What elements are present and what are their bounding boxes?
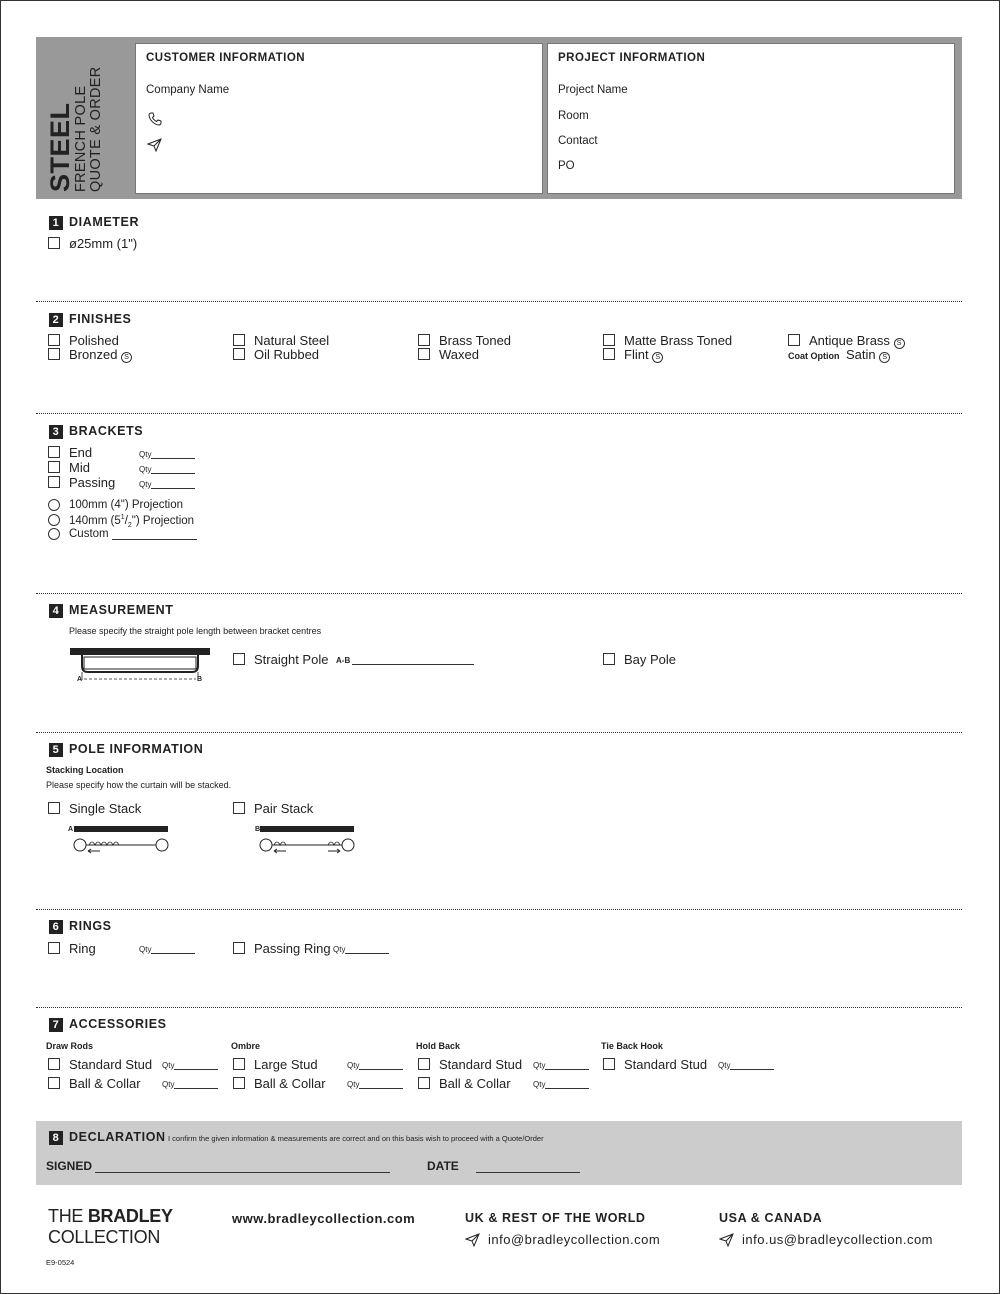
finish-oil-rubbed-label: Oil Rubbed: [254, 347, 320, 362]
finish-brass-toned-checkbox[interactable]: [418, 334, 430, 346]
finish-satin-label[interactable]: Satin S: [846, 347, 890, 363]
project-name-field[interactable]: Project Name: [558, 84, 628, 96]
straight-pole-diagram: [70, 648, 210, 686]
ring-checkbox[interactable]: [48, 942, 60, 954]
logo-the: THE: [48, 1206, 84, 1226]
section-number: 2: [49, 313, 63, 327]
finish-flint-label: Flint S: [624, 347, 663, 363]
finish-antique-brass-checkbox[interactable]: [788, 334, 800, 346]
declaration-band: [36, 1121, 962, 1185]
ring-qty[interactable]: Qty: [139, 945, 195, 954]
tie-back-hook-title: Tie Back Hook: [601, 1041, 663, 1051]
projection-100mm-radio[interactable]: [48, 499, 60, 511]
single-stack-label: Single Stack: [69, 801, 142, 816]
divider: [36, 909, 962, 910]
divider: [36, 413, 962, 414]
us-email-link[interactable]: info.us@bradleycollection.com: [742, 1232, 934, 1247]
section-number: 3: [49, 425, 63, 439]
pair-stack-checkbox[interactable]: [233, 802, 245, 814]
measurement-note: Please specify the straight pole length between bracket centres: [69, 626, 322, 636]
coat-option-label: Coat Option: [788, 351, 840, 361]
hold-back-ball-collar-label: Ball & Collar: [439, 1076, 511, 1091]
draw-rods-ball-collar-qty[interactable]: Qty: [162, 1080, 218, 1089]
brackets-heading: [49, 424, 143, 439]
single-stack-diagram: [72, 826, 170, 854]
finish-natural-steel-label: Natural Steel: [254, 333, 330, 348]
finish-oil-rubbed-checkbox[interactable]: [233, 348, 245, 360]
send-icon: [465, 1233, 480, 1247]
passing-ring-checkbox[interactable]: [233, 942, 245, 954]
finish-bronzed-label: Bronzed S: [69, 347, 132, 363]
send-icon: [147, 138, 162, 152]
bracket-mid-label: Mid: [69, 460, 90, 475]
hold-back-ball-collar-qty[interactable]: Qty: [533, 1080, 589, 1089]
projection-140mm-label: 140mm $(5^1/_2")$ Projection: [69, 514, 195, 530]
bracket-passing-qty[interactable]: Qty: [139, 480, 195, 489]
projection-custom-radio[interactable]: [48, 528, 60, 540]
declaration-heading: [49, 1130, 166, 1145]
finish-polished-checkbox[interactable]: [48, 334, 60, 346]
finish-antique-brass-label: Antique Brass S: [809, 333, 905, 349]
ombre-large-stud-label: Large Stud: [254, 1057, 318, 1072]
divider: [36, 732, 962, 733]
section-title: FINISHES: [69, 312, 132, 326]
bracket-end-checkbox[interactable]: [48, 446, 60, 458]
us-title: USA & CANADA: [719, 1211, 823, 1225]
measurement-heading: [49, 603, 174, 618]
tie-back-standard-stud-qty[interactable]: Qty: [718, 1061, 774, 1070]
ombre-large-stud-checkbox[interactable]: [233, 1058, 245, 1070]
bracket-passing-label: Passing: [69, 475, 116, 490]
finish-natural-steel-checkbox[interactable]: [233, 334, 245, 346]
phone-icon: [148, 112, 162, 126]
company-name-field[interactable]: Company Name: [146, 84, 230, 96]
section-title: MEASUREMENT: [69, 603, 174, 617]
draw-rods-ball-collar-checkbox[interactable]: [48, 1077, 60, 1089]
company-logo: [48, 1206, 173, 1248]
form-code: E9-0524: [46, 1258, 75, 1267]
section-number: 6: [49, 920, 63, 934]
finishes-heading: [49, 312, 131, 327]
tie-back-standard-stud-checkbox[interactable]: [603, 1058, 615, 1070]
section-number: 4: [49, 604, 63, 618]
pair-stack-label: Pair Stack: [254, 801, 314, 816]
hold-back-title: Hold Back: [416, 1041, 461, 1051]
uk-email-link[interactable]: info@bradleycollection.com: [488, 1232, 661, 1247]
hold-back-standard-stud-checkbox[interactable]: [418, 1058, 430, 1070]
special-finish-icon: S: [121, 352, 132, 363]
send-icon: [719, 1233, 734, 1247]
draw-rods-standard-stud-qty[interactable]: Qty: [162, 1061, 218, 1070]
special-finish-icon: S: [894, 338, 905, 349]
straight-pole-label: Straight Pole: [254, 652, 329, 667]
special-finish-icon: S: [652, 352, 663, 363]
diameter-heading: [49, 215, 139, 230]
draw-rods-standard-stud-label: Standard Stud: [69, 1057, 153, 1072]
pair-stack-label-b: B: [255, 826, 261, 833]
draw-rods-ball-collar-label: Ball & Collar: [69, 1076, 141, 1091]
hold-back-standard-stud-qty[interactable]: Qty: [533, 1061, 589, 1070]
date-field[interactable]: DATE: [427, 1159, 580, 1173]
accessories-heading: [49, 1017, 167, 1032]
diagram-label-a: A: [77, 676, 83, 683]
finish-matte-brass-toned-label: Matte Brass Toned: [624, 333, 733, 348]
diameter-25mm-label: ø25mm (1"): [69, 236, 138, 251]
section-number: 5: [49, 743, 63, 757]
signed-field[interactable]: SIGNED: [46, 1159, 390, 1173]
logo-bradley: BRADLEY: [87, 1206, 173, 1226]
finish-matte-brass-toned-checkbox[interactable]: [603, 334, 615, 346]
single-stack-checkbox[interactable]: [48, 802, 60, 814]
declaration-text: I confirm the given information & measurements are correct and on this basis wish to proceed with a Quote/Order: [168, 1134, 544, 1143]
finish-brass-toned-label: Brass Toned: [439, 333, 512, 348]
project-info-title: PROJECT INFORMATION: [558, 52, 706, 64]
section-title: ACCESSORIES: [69, 1017, 167, 1031]
pair-stack-diagram: [258, 826, 356, 854]
ombre-title: Ombre: [231, 1041, 261, 1051]
projection-140mm-radio[interactable]: [48, 514, 60, 526]
draw-rods-standard-stud-checkbox[interactable]: [48, 1058, 60, 1070]
bracket-passing-checkbox[interactable]: [48, 476, 60, 488]
pole-info-heading: [49, 742, 203, 757]
draw-rods-title: Draw Rods: [46, 1041, 94, 1051]
tie-back-standard-stud-label: Standard Stud: [624, 1057, 708, 1072]
customer-info-box: [135, 43, 543, 194]
bracket-mid-qty[interactable]: Qty: [139, 465, 195, 474]
sidebar: [36, 37, 134, 199]
bracket-end-label: End: [69, 445, 93, 460]
material-title: STEEL: [45, 102, 75, 192]
ombre-ball-collar-checkbox[interactable]: [233, 1077, 245, 1089]
uk-title: UK & REST OF THE WORLD: [465, 1211, 646, 1225]
finish-waxed-checkbox[interactable]: [418, 348, 430, 360]
sidebar-title: [46, 66, 104, 192]
ombre-ball-collar-label: Ball & Collar: [254, 1076, 326, 1091]
ombre-ball-collar-qty[interactable]: Qty: [347, 1080, 403, 1089]
diagram-label-b: B: [197, 676, 203, 683]
po-field[interactable]: PO: [558, 160, 575, 172]
hold-back-standard-stud-label: Standard Stud: [439, 1057, 523, 1072]
divider: [36, 1007, 962, 1008]
section-title: DECLARATION: [69, 1130, 166, 1144]
finish-bronzed-checkbox[interactable]: [48, 348, 60, 360]
bracket-mid-checkbox[interactable]: [48, 461, 60, 473]
room-field[interactable]: Room: [558, 110, 589, 122]
section-title: POLE INFORMATION: [69, 742, 204, 756]
form-title: QUOTE & ORDER: [88, 66, 104, 192]
passing-ring-qty[interactable]: Qty: [333, 945, 389, 954]
section-title: DIAMETER: [69, 215, 140, 229]
logo-collection: COLLECTION: [48, 1227, 161, 1247]
product-title: FRENCH POLE: [73, 85, 89, 192]
straight-pole-checkbox[interactable]: [233, 653, 245, 665]
section-number: 8: [49, 1131, 63, 1145]
website-link[interactable]: www.bradleycollection.com: [232, 1211, 416, 1226]
single-stack-label-a: A: [68, 826, 74, 833]
bay-pole-checkbox[interactable]: [603, 653, 615, 665]
stacking-note: Please specify how the curtain will be stacked.: [46, 780, 232, 790]
section-title: RINGS: [69, 919, 112, 933]
finish-polished-label: Polished: [69, 333, 119, 348]
contact-field[interactable]: Contact: [558, 135, 598, 147]
project-info-box: [547, 43, 955, 194]
customer-info-title: CUSTOMER INFORMATION: [146, 52, 306, 64]
divider: [36, 301, 962, 302]
section-number: 1: [49, 216, 63, 230]
ring-label: Ring: [69, 941, 96, 956]
hold-back-ball-collar-checkbox[interactable]: [418, 1077, 430, 1089]
projection-100mm-label: 100mm (4") Projection: [69, 499, 184, 511]
divider: [36, 593, 962, 594]
section-number: 7: [49, 1018, 63, 1032]
rings-heading: [49, 919, 112, 934]
diameter-25mm-checkbox[interactable]: [48, 237, 60, 249]
bay-pole-label: Bay Pole: [624, 652, 677, 667]
projection-custom-label[interactable]: Custom: [69, 528, 197, 540]
bracket-end-qty[interactable]: Qty: [139, 450, 195, 459]
stacking-location-label: Stacking Location: [46, 765, 124, 775]
passing-ring-label: Passing Ring: [254, 941, 331, 956]
finish-waxed-label: Waxed: [439, 347, 479, 362]
section-title: BRACKETS: [69, 424, 144, 438]
ombre-large-stud-qty[interactable]: Qty: [347, 1061, 403, 1070]
special-finish-icon: S: [879, 352, 890, 363]
finish-flint-checkbox[interactable]: [603, 348, 615, 360]
ab-length-field[interactable]: A-B: [336, 656, 474, 665]
